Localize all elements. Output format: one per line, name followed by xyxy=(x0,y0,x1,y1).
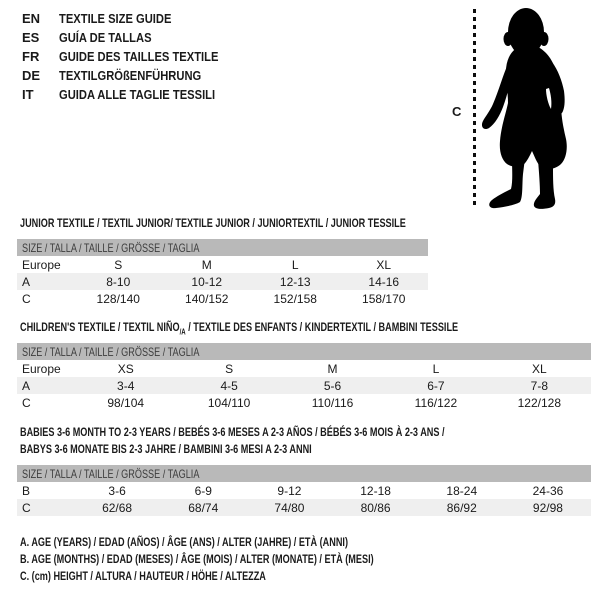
footnote-text: C. (cm) HEIGHT / ALTURA / HAUTEUR / HÖHE / ALTEZZA xyxy=(20,568,266,583)
size-cell: 122/128 xyxy=(517,395,562,410)
size-cell: 104/110 xyxy=(207,395,251,410)
language-row xyxy=(22,66,244,85)
baby-silhouette-icon xyxy=(480,0,600,215)
table-row-europe xyxy=(17,256,428,273)
size-cell: XS xyxy=(117,361,134,376)
size-cell: 86/92 xyxy=(446,500,477,515)
row-label: B xyxy=(22,483,31,498)
language-title: GUIDE DES TAILLES TEXTILE xyxy=(59,49,219,64)
section-title-text xyxy=(20,320,459,337)
size-cell: 158/170 xyxy=(362,291,406,306)
footnote-a xyxy=(20,533,485,550)
size-header-text: SIZE / TALLA / TAILLE / GRÖSSE / TAGLIA xyxy=(22,344,200,359)
size-cell: 12-18 xyxy=(360,483,391,498)
language-title: TEXTILGRÖßENFÜHRUNG xyxy=(59,68,202,83)
table-row-height xyxy=(17,499,591,516)
section-title-text: JUNIOR TEXTILE / TEXTIL JUNIOR/ TEXTILE JUNIOR / JUNIORTEXTIL / JUNIOR TESSILE xyxy=(20,216,406,230)
title-part: / TEXTILE DES ENFANTS / KINDERTEXTIL / BAMBINI TESSILE xyxy=(185,320,459,334)
language-row xyxy=(22,28,244,47)
section-title-line2: BABYS 3-6 MONATE BIS 2-3 JAHRE / BAMBINI 3-6 MESI A 2-3 ANNI xyxy=(20,442,312,456)
language-row xyxy=(22,9,244,28)
size-cell: 128/140 xyxy=(96,291,140,306)
size-cell: 3-6 xyxy=(108,483,126,498)
junior-size-table xyxy=(17,239,428,307)
size-cell: 9-12 xyxy=(277,483,302,498)
size-header-text: SIZE / TALLA / TAILLE / GRÖSSE / TAGLIA xyxy=(22,240,200,255)
height-measure-dashed-line xyxy=(473,9,476,206)
size-cell: 10-12 xyxy=(191,274,223,289)
size-cell: 14-16 xyxy=(368,274,400,289)
footnote-b xyxy=(20,550,485,567)
row-label: C xyxy=(22,291,31,306)
footnote-text: B. AGE (MONTHS) / EDAD (MESES) / ÂGE (MOIS) / ALTER (MONATE) / ETÀ (MESI) xyxy=(20,551,374,566)
language-title: GUÍA DE TALLAS xyxy=(59,30,152,45)
legend-footnotes xyxy=(20,533,485,584)
table-row-age-months xyxy=(17,482,591,499)
section-title-line1: BABIES 3-6 MONTH TO 2-3 YEARS / BEBÉS 3-6 MESES A 2-3 AÑOS / BÉBÉS 3-6 MOIS À 2-3 ANS / xyxy=(20,425,445,439)
table-row-height xyxy=(17,290,428,307)
size-cell: 152/158 xyxy=(273,291,317,306)
babies-size-table xyxy=(17,465,591,516)
height-measure-label: C xyxy=(452,104,462,119)
language-title: GUIDA ALLE TAGLIE TESSILI xyxy=(59,87,216,102)
size-cell: 98/104 xyxy=(107,395,145,410)
size-cell: 92/98 xyxy=(532,500,563,515)
size-header-text: SIZE / TALLA / TAILLE / GRÖSSE / TAGLIA xyxy=(22,466,200,481)
language-code: FR xyxy=(22,49,40,64)
size-cell: L xyxy=(432,361,440,376)
size-cell: XL xyxy=(376,257,392,272)
size-cell: S xyxy=(114,257,123,272)
row-label: Europe xyxy=(22,257,61,272)
table-row-europe xyxy=(17,360,591,377)
size-cell: XL xyxy=(531,361,547,376)
language-code: ES xyxy=(22,30,40,45)
size-cell: 110/116 xyxy=(311,395,354,410)
table-row-height xyxy=(17,394,591,411)
table-row-age xyxy=(17,377,591,394)
size-header-row xyxy=(17,343,591,360)
size-cell: 62/68 xyxy=(102,500,133,515)
footnote-text: A. AGE (YEARS) / EDAD (AÑOS) / ÂGE (ANS) / ALTER (JAHRE) / ETÀ (ANNI) xyxy=(20,534,348,549)
size-cell: 68/74 xyxy=(188,500,219,515)
size-cell: 5-6 xyxy=(323,378,342,393)
size-cell: 4-5 xyxy=(220,378,238,393)
language-row xyxy=(22,47,244,66)
table-row-age xyxy=(17,273,428,290)
section-title-children xyxy=(20,320,596,337)
language-title-list xyxy=(22,9,244,104)
size-cell: 6-9 xyxy=(194,483,212,498)
size-cell: 8-10 xyxy=(106,274,131,289)
section-title-junior xyxy=(20,216,528,230)
row-label: Europe xyxy=(22,361,61,376)
row-label: A xyxy=(22,378,31,393)
size-cell: L xyxy=(291,257,299,272)
size-cell: 12-13 xyxy=(279,274,311,289)
size-cell: 3-4 xyxy=(117,378,135,393)
row-label: C xyxy=(22,500,31,515)
language-row xyxy=(22,85,244,104)
language-title: TEXTILE SIZE GUIDE xyxy=(59,11,172,26)
row-label: A xyxy=(22,274,31,289)
size-header-row xyxy=(17,465,591,482)
row-label: C xyxy=(22,395,31,410)
size-header-row xyxy=(17,239,428,256)
language-code: EN xyxy=(22,11,41,26)
size-cell: 140/152 xyxy=(185,291,229,306)
size-cell: 80/86 xyxy=(360,500,391,515)
size-cell: 6-7 xyxy=(427,378,445,393)
size-cell: S xyxy=(225,361,234,376)
footnote-c xyxy=(20,567,485,584)
size-cell: M xyxy=(327,361,338,376)
language-code: DE xyxy=(22,68,41,83)
size-cell: 18-24 xyxy=(446,483,478,498)
size-cell: 116/122 xyxy=(414,395,458,410)
language-code: IT xyxy=(22,87,34,102)
size-cell: 24-36 xyxy=(532,483,564,498)
size-cell: M xyxy=(201,257,212,272)
section-title-babies xyxy=(20,424,579,458)
children-size-table xyxy=(17,343,591,411)
size-cell: 7-8 xyxy=(530,378,548,393)
title-part: CHILDREN'S TEXTILE / TEXTIL NIÑO xyxy=(20,320,180,334)
title-subscript: /A xyxy=(179,327,186,337)
size-cell: 74/80 xyxy=(274,500,305,515)
